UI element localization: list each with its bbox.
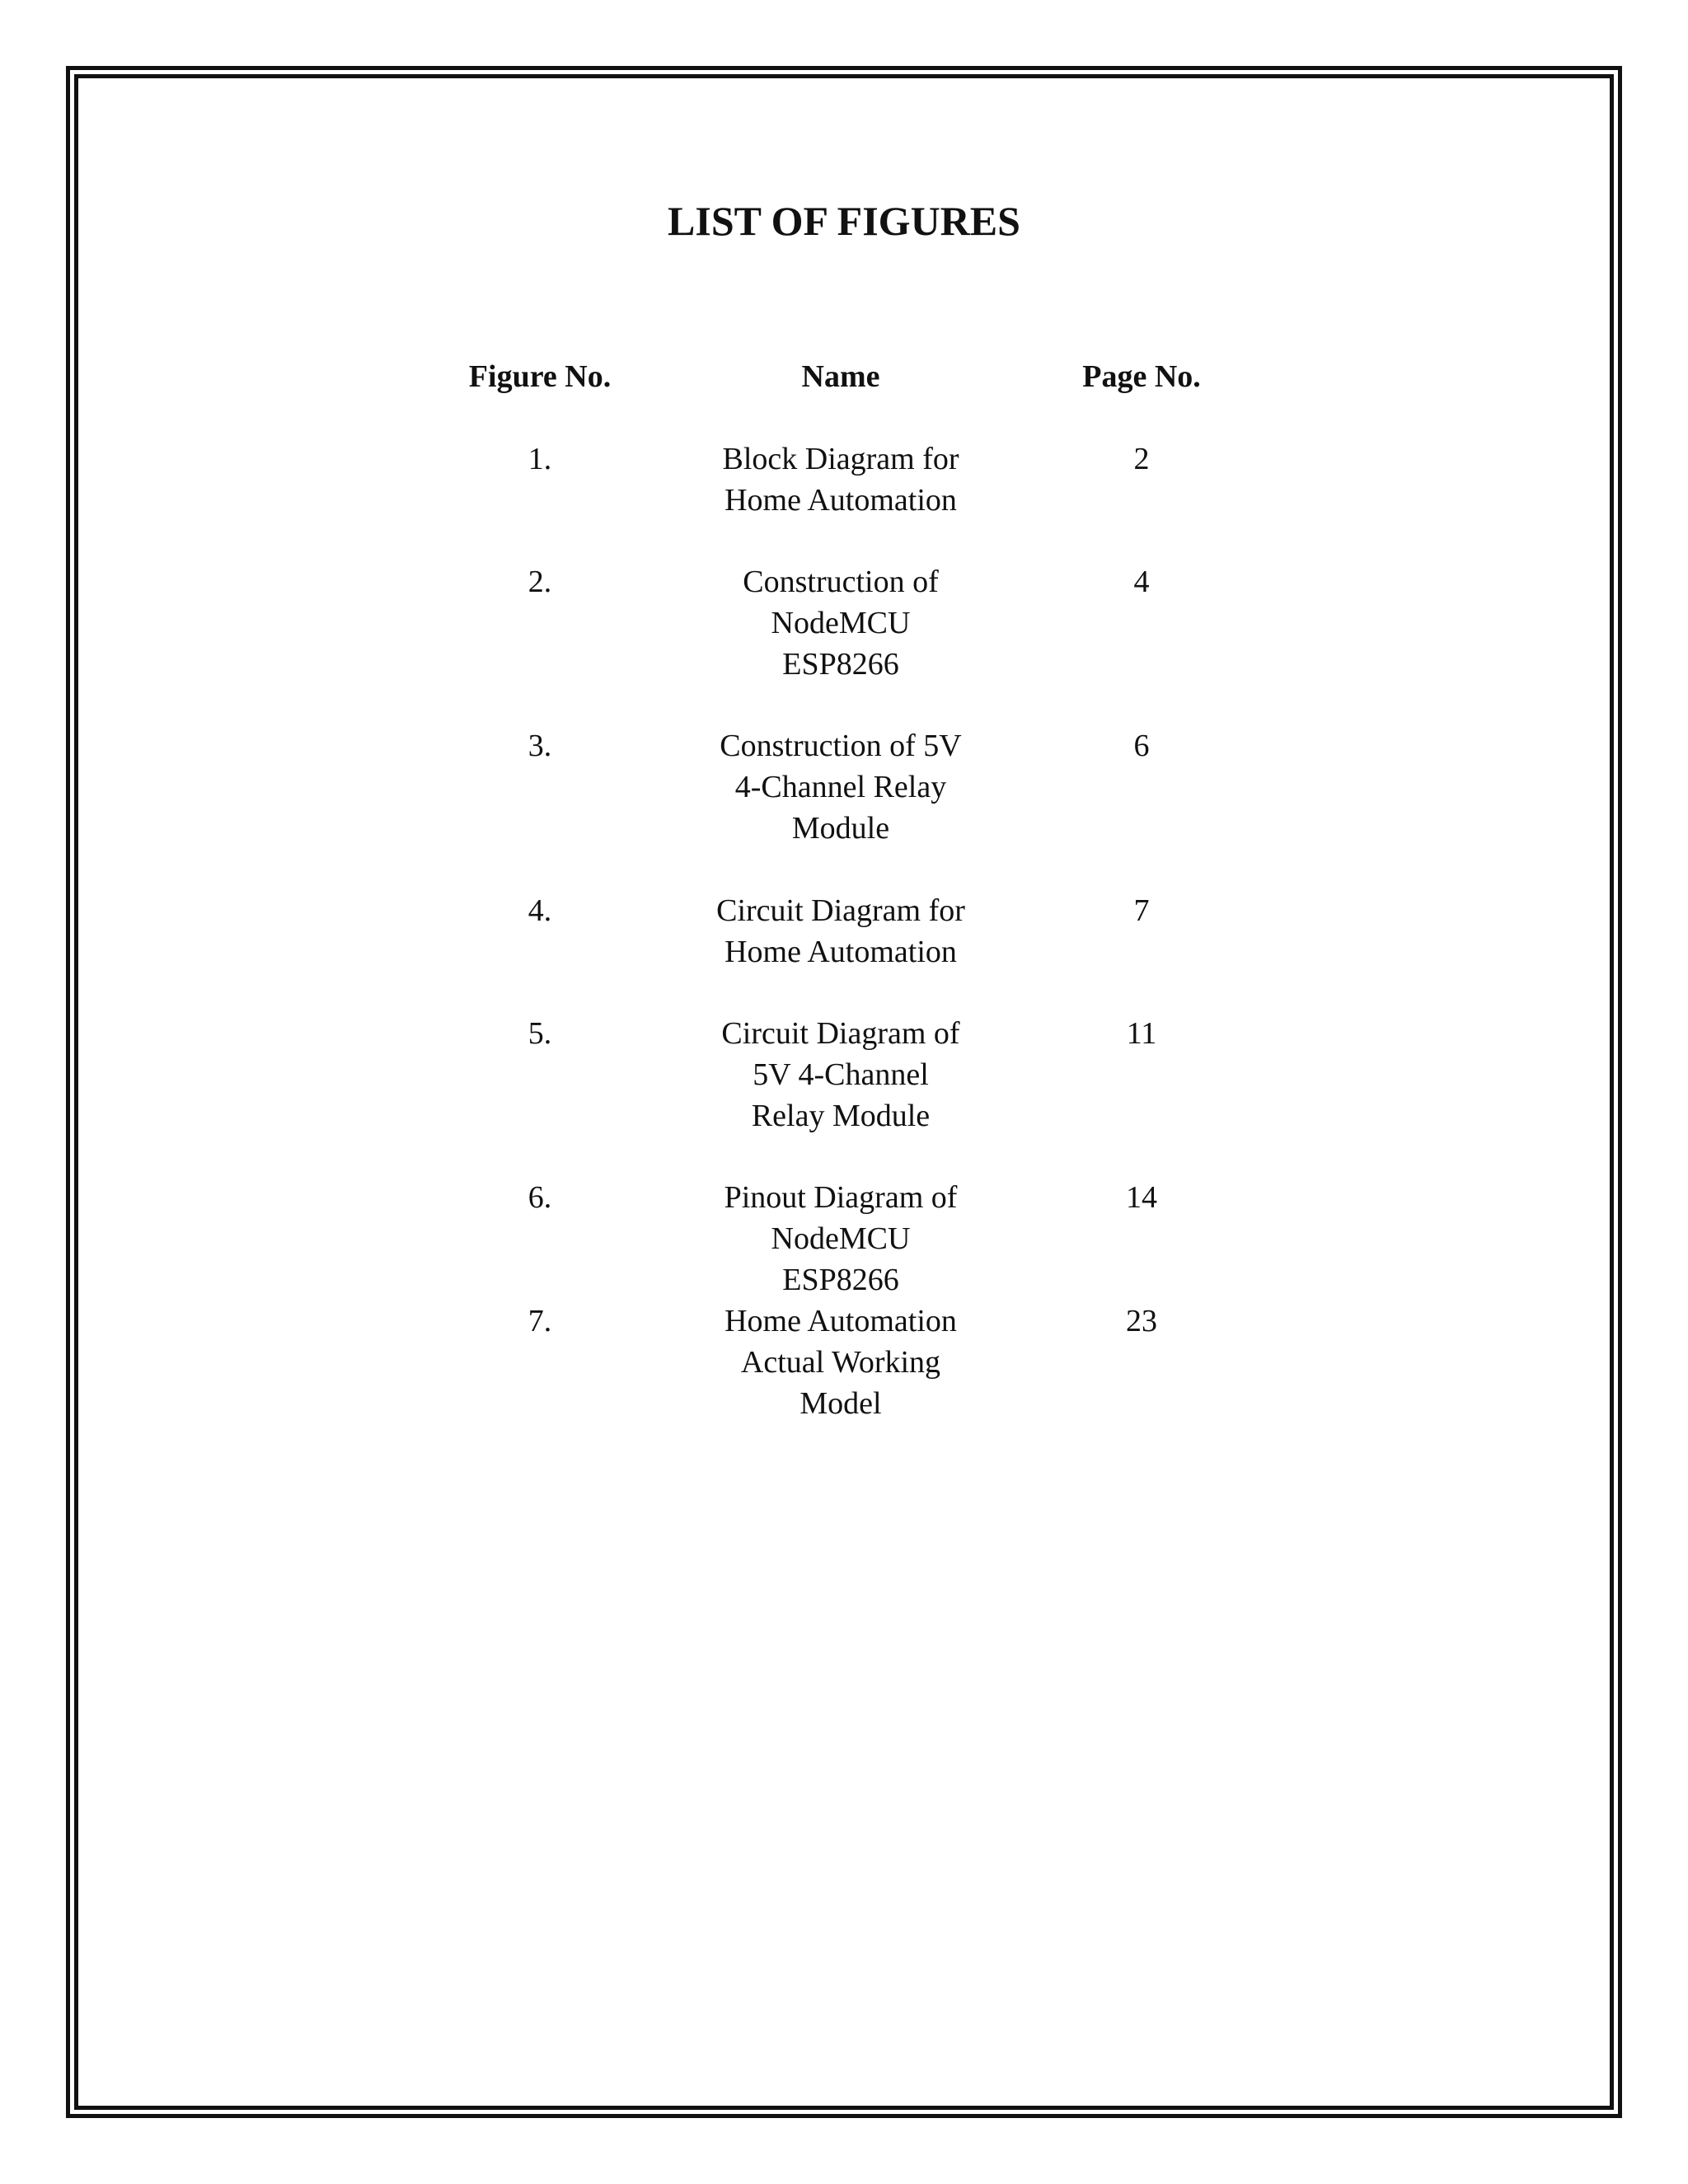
row-7-name-line: Home Automation	[724, 1304, 957, 1338]
row-6-page-no: 14	[1126, 1180, 1157, 1215]
row-4-page-no: 7	[1133, 893, 1150, 928]
row-4-name	[676, 890, 1006, 972]
row-5-name-line: Circuit Diagram of	[721, 1016, 960, 1051]
row-3-name	[676, 725, 1006, 849]
row-4-name-line: Home Automation	[724, 935, 957, 969]
row-5-figure-no: 5.	[528, 1016, 552, 1051]
row-6-figure-no: 6.	[528, 1180, 552, 1215]
row-4-name-line: Circuit Diagram for	[716, 893, 965, 928]
row-1-name-line: Home Automation	[724, 483, 957, 518]
page-title: LIST OF FIGURES	[668, 198, 1020, 244]
row-6-name-line: NodeMCU	[771, 1221, 911, 1256]
row-6-name-line: Pinout Diagram of	[724, 1180, 958, 1215]
row-3-name-line: Construction of 5V	[720, 729, 962, 763]
row-5-name-line: Relay Module	[751, 1099, 931, 1133]
row-7-name-line: Model	[799, 1386, 882, 1421]
row-5-name-line: 5V 4-Channel	[753, 1057, 929, 1092]
row-2-name-line: NodeMCU	[771, 606, 911, 640]
row-3-page-no: 6	[1133, 729, 1150, 763]
row-3-figure-no: 3.	[528, 729, 552, 763]
row-1-name-line: Block Diagram for	[722, 442, 959, 476]
row-7-page-no: 23	[1126, 1304, 1157, 1338]
row-6-name	[676, 1177, 1006, 1301]
row-7-name-line: Actual Working	[740, 1345, 941, 1380]
row-7-figure-no: 7.	[528, 1304, 552, 1338]
row-2-name	[676, 561, 1006, 685]
row-5-name	[676, 1013, 1006, 1137]
row-2-name-line: Construction of	[743, 565, 939, 599]
row-7-name	[676, 1301, 1006, 1424]
row-5-page-no: 11	[1126, 1016, 1157, 1051]
row-1-page-no: 2	[1133, 442, 1150, 476]
row-4-figure-no: 4.	[528, 893, 552, 928]
row-2-figure-no: 2.	[528, 565, 552, 599]
row-2-name-line: ESP8266	[782, 647, 899, 682]
header-name: Name	[801, 359, 880, 394]
header-page-no: Page No.	[1082, 359, 1201, 394]
row-2-page-no: 4	[1133, 565, 1150, 599]
row-3-name-line: 4-Channel Relay	[734, 770, 947, 804]
row-3-name-line: Module	[791, 811, 890, 846]
row-1-name	[676, 438, 1006, 521]
row-1-figure-no: 1.	[528, 442, 552, 476]
row-6-name-line: ESP8266	[782, 1263, 899, 1297]
header-figure-no: Figure No.	[468, 359, 612, 394]
